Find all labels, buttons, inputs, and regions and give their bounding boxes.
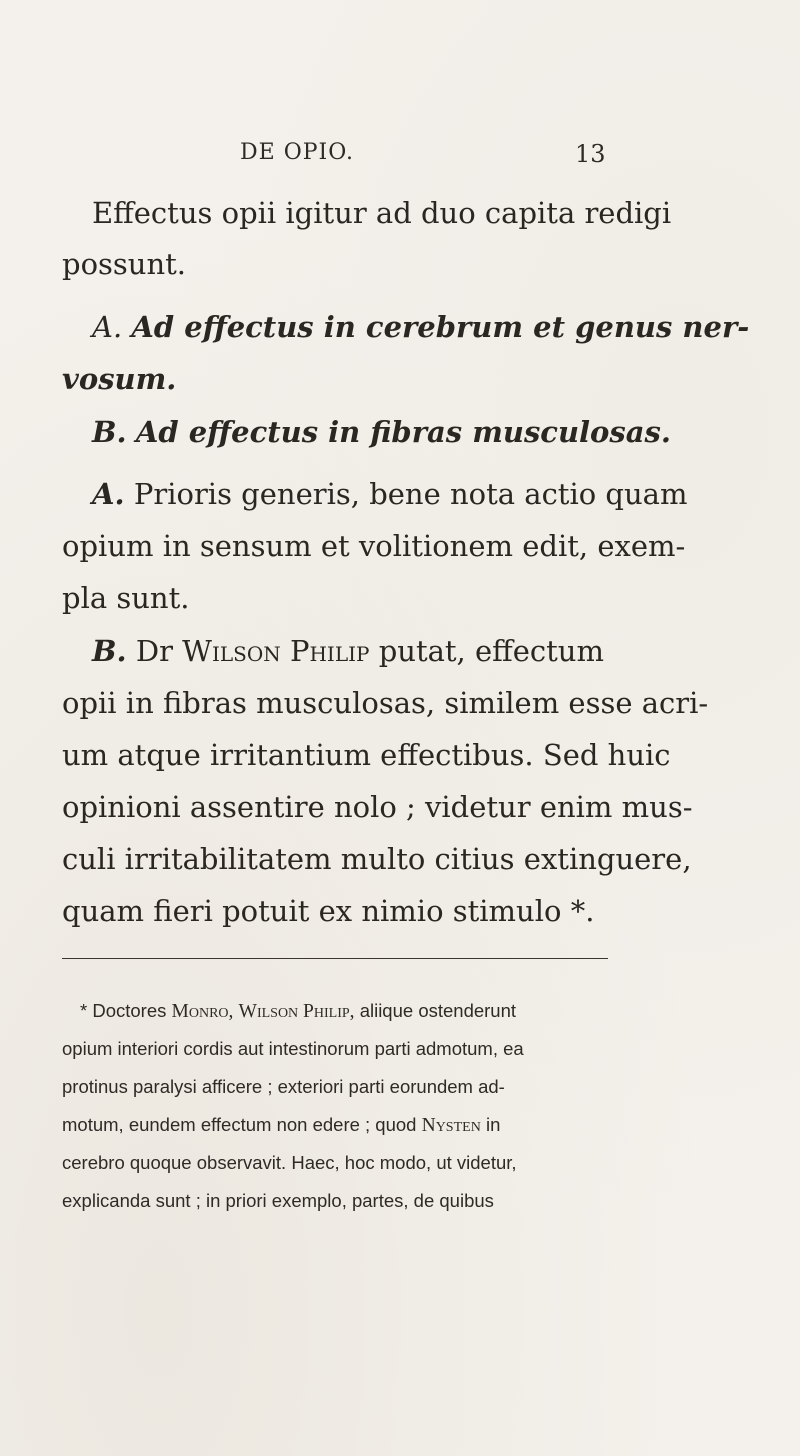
footnote-line-1	[80, 1000, 516, 1023]
footnote-name-wilson: Wilson Philip,	[238, 1001, 355, 1022]
footnote-line-6: explicanda sunt ; in priori exemplo, partes, de quibus	[62, 1190, 494, 1211]
footnote-marker: * Doctores	[80, 1000, 167, 1021]
footnote-line-2: opium interiori cordis aut intestinorum parti admotum, ea	[62, 1038, 524, 1059]
para-a-text: Prioris generis, bene nota actio quam	[133, 477, 688, 511]
para-a-label: A.	[92, 477, 125, 511]
para-b-line-6: quam fieri potuit ex nimio stimulo *.	[62, 894, 595, 928]
footnote-line-3: protinus paralysi afficere ; exteriori parti eorundem ad-	[62, 1076, 505, 1097]
division-a-line-1	[92, 310, 749, 344]
intro-line-1: Effectus opii igitur ad duo capita redigi	[92, 196, 672, 230]
division-a-heading-cont: vosum.	[62, 362, 177, 396]
footnote-rule	[62, 958, 608, 959]
para-a-line-2: opium in sensum et volitionem edit, exem-	[62, 529, 686, 563]
running-head: DE OPIO.	[240, 140, 354, 165]
footnote-line-4	[62, 1114, 500, 1137]
intro-line-2: possunt.	[62, 247, 187, 281]
para-b-line-4: opinioni assentire nolo ; videtur enim mus-	[62, 790, 693, 824]
para-b-label: B.	[92, 634, 127, 668]
footnote-text: motum, eundem effectum non edere ; quod	[62, 1114, 417, 1135]
para-b-text: putat, effectum	[378, 634, 604, 668]
para-a-line-3: pla sunt.	[62, 581, 190, 615]
para-a-line-1	[92, 477, 687, 511]
para-b-prefix: Dr	[135, 634, 173, 668]
page-number: 13	[575, 140, 606, 168]
footnote-name-monro: Monro,	[171, 1001, 234, 1022]
para-b-line-1	[92, 634, 604, 668]
division-a-label: A.	[92, 310, 123, 344]
footnote-text: in	[485, 1114, 501, 1135]
footnote-line-5: cerebro quoque observavit. Haec, hoc modo, ut videtur,	[62, 1152, 517, 1173]
para-b-line-3: um atque irritantium effectibus. Sed huic	[62, 738, 671, 772]
para-b-line-5: culi irritabilitatem multo citius extinguere,	[62, 842, 692, 876]
author-name: Wilson Philip	[182, 634, 370, 668]
para-b-line-2: opii in fibras musculosas, similem esse acri-	[62, 686, 709, 720]
division-b-heading: Ad effectus in fibras musculosas.	[135, 415, 671, 449]
division-b-label: B.	[92, 415, 127, 449]
footnote-name-nysten: Nysten	[421, 1115, 481, 1136]
division-b-line-1	[92, 415, 671, 449]
footnote-text: aliique ostenderunt	[359, 1000, 517, 1021]
division-a-heading: Ad effectus in cerebrum et genus ner-	[131, 310, 750, 344]
division-a-line-2	[62, 362, 176, 396]
